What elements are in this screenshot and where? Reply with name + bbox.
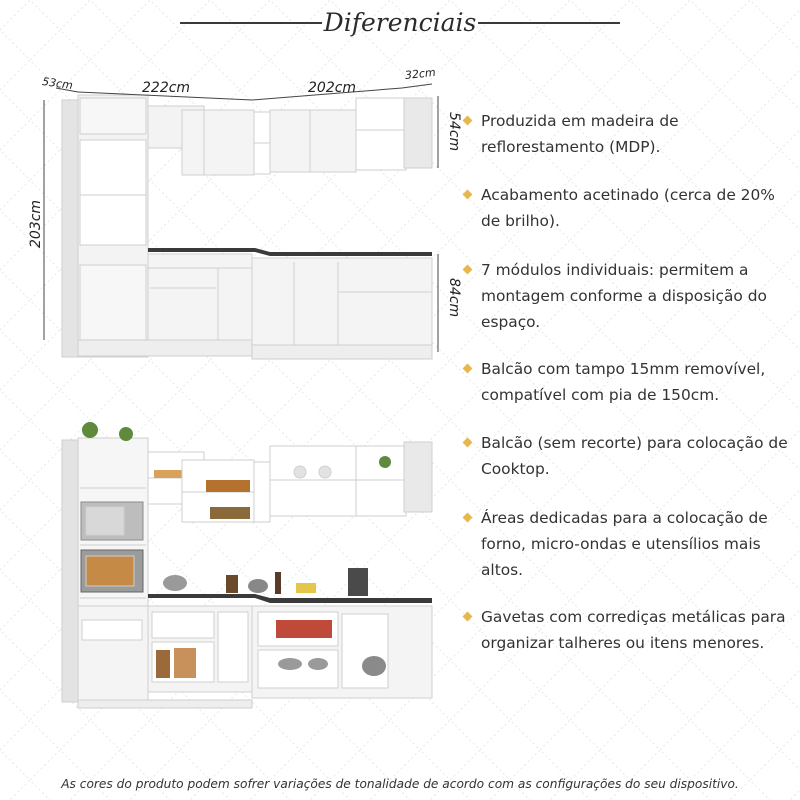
dim-height-base: 84cm [446, 278, 462, 318]
title-rule-right [478, 22, 620, 24]
diamond-bullet-icon [463, 116, 473, 126]
diamond-bullet-icon [463, 364, 473, 374]
diamond-bullet-icon [463, 190, 473, 200]
feature-text: Áreas dedicadas para a colocação de forno, micro-ondas e utensílios mais altos. [481, 509, 768, 579]
dim-height-upper: 54cm [446, 112, 462, 152]
feature-item [460, 505, 790, 583]
feature-text: 7 módulos individuais: permitem a montagem conforme a disposição do espaço. [481, 261, 767, 331]
feature-list [460, 108, 790, 656]
feature-item [460, 356, 790, 408]
kitchen-open-drawing [62, 422, 432, 708]
dim-depth-right: 32cm [404, 65, 437, 83]
page-title: Diferenciais [323, 8, 477, 37]
feature-text: Acabamento acetinado (cerca de 20% de brilho). [481, 186, 775, 230]
kitchen-closed-drawing [62, 95, 432, 359]
diamond-bullet-icon [463, 612, 473, 622]
color-disclaimer: As cores do produto podem sofrer variações de tonalidade de acordo com as configurações do seu dispositivo. [61, 777, 739, 791]
diamond-bullet-icon [463, 513, 473, 523]
feature-item [460, 604, 790, 656]
feature-text: Gavetas com corrediças metálicas para organizar talheres ou itens menores. [481, 608, 786, 652]
feature-text: Balcão (sem recorte) para colocação de Cooktop. [481, 434, 788, 478]
dim-height-total: 203cm [28, 199, 44, 248]
feature-item [460, 430, 790, 482]
feature-text: Produzida em madeira de reflorestamento (MDP). [481, 112, 679, 156]
section-header [0, 8, 800, 38]
dim-width-right: 202cm [308, 80, 357, 96]
dim-width-left: 222cm [142, 80, 191, 96]
diamond-bullet-icon [463, 265, 473, 275]
diamond-bullet-icon [463, 438, 473, 448]
feature-text: Balcão com tampo 15mm removível, compatível com pia de 150cm. [481, 360, 766, 404]
dim-depth-upper: 53cm [41, 74, 74, 93]
feature-item [460, 182, 790, 234]
feature-item [460, 108, 790, 160]
feature-item [460, 257, 790, 335]
